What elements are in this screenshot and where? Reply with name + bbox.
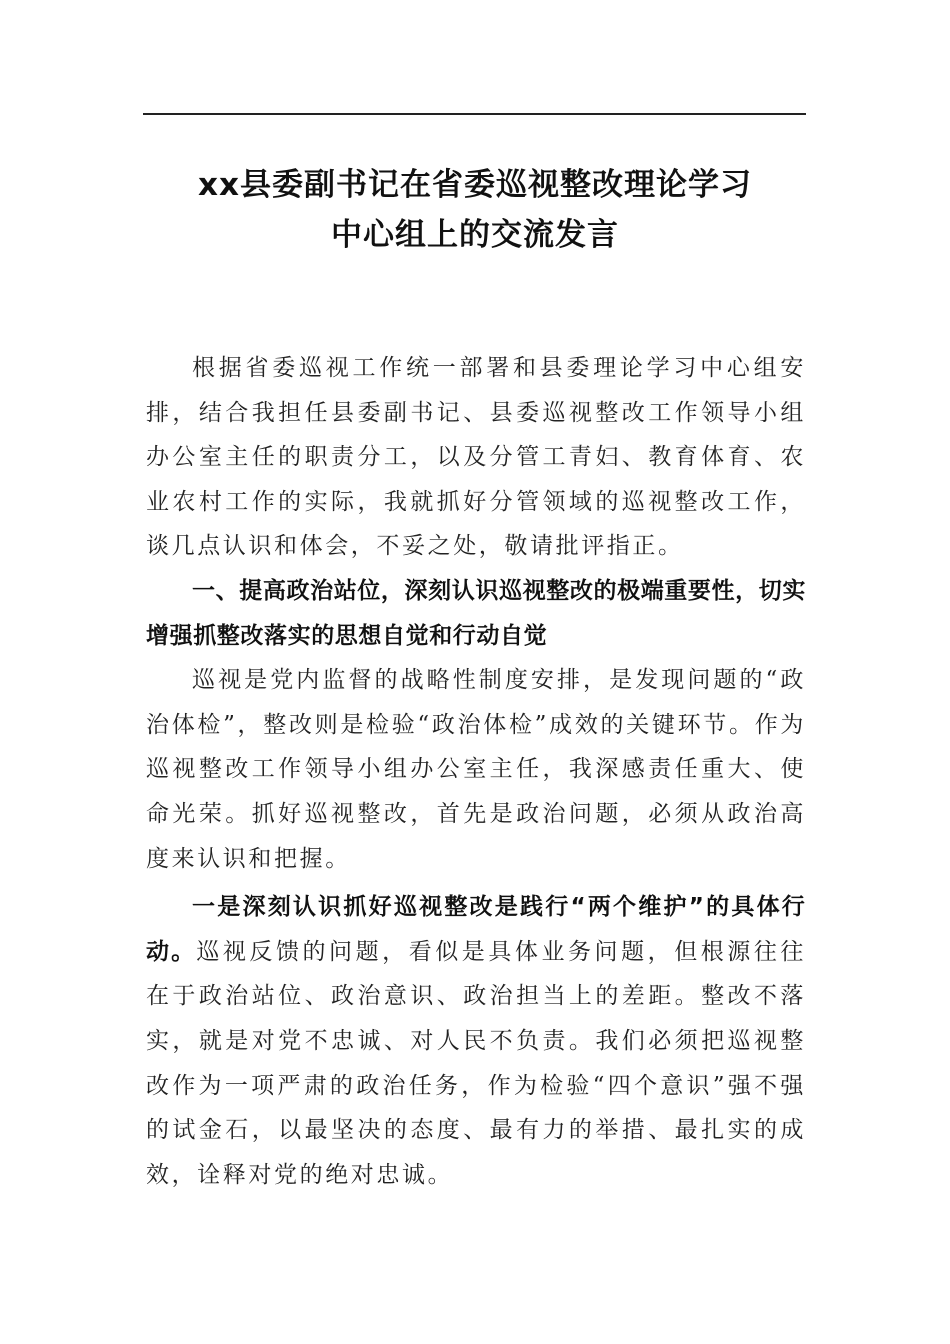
header-rule xyxy=(143,113,806,115)
document-body xyxy=(146,346,806,1197)
document-title xyxy=(100,160,850,260)
point-1-text: 巡视反馈的问题，看似是具体业务问题，但根源往往在于政治站位、政治意识、政治担当上的差距。整改不落实，就是对党不忠诚、对人民不负责。我们必须把巡视整改作为一项严肃的政治任务，作为检验“四个意识”强不强的试金石，以最坚决的态度、最有力的举措、最扎实的成效，诠释对党的绝对忠诚。 xyxy=(146,938,806,1188)
title-line-1: xx县委副书记在省委巡视整改理论学习 xyxy=(198,167,752,203)
title-line-2: 中心组上的交流发言 xyxy=(331,217,619,253)
intro-paragraph: 根据省委巡视工作统一部署和县委理论学习中心组安排，结合我担任县委副书记、县委巡视整改工作领导小组办公室主任的职责分工，以及分管工青妇、教育体育、农业农村工作的实际，我就抓好分管领域的巡视整改工作，谈几点认识和体会，不妥之处，敬请批评指正。 xyxy=(146,355,806,560)
section-1-heading: 一、提高政治站位，深刻认识巡视整改的极端重要性，切实增强抓整改落实的思想自觉和行动自觉 xyxy=(146,577,806,649)
point-1-paragraph xyxy=(146,885,806,1197)
point-1-lead: 一是深刻认识抓好巡视整改是践行“两个维护”的具体行动。 xyxy=(146,894,806,965)
section-1-paragraph: 巡视是党内监督的战略性制度安排，是发现问题的“政治体检”，整改则是检验“政治体检”成效的关键环节。作为巡视整改工作领导小组办公室主任，我深感责任重大、使命光荣。抓好巡视整改，首先是政治问题，必须从政治高度来认识和把握。 xyxy=(146,667,806,872)
